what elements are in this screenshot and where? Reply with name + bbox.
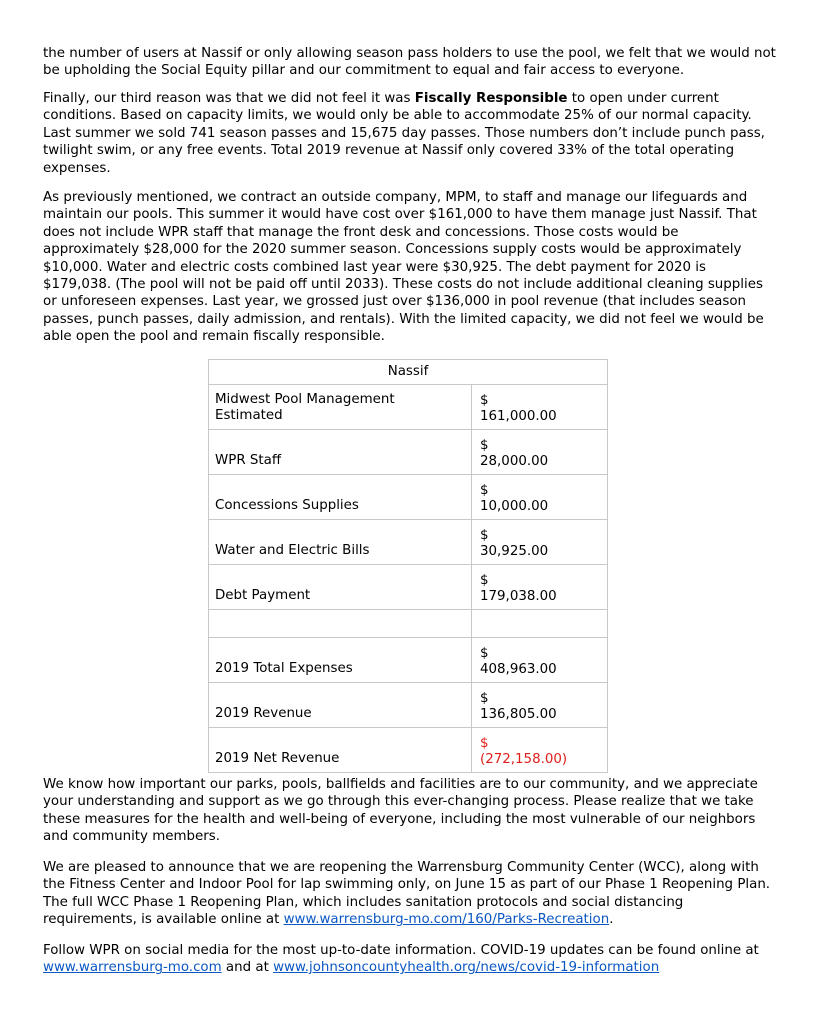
warrensburg-link[interactable]: www.warrensburg-mo.com [43, 960, 222, 976]
row-amount [472, 565, 608, 610]
paragraph-reopening [43, 859, 778, 929]
table-row [209, 430, 608, 475]
amount-value: 408,963.00 [480, 662, 557, 677]
table-row [209, 520, 608, 565]
table-row-net [209, 728, 608, 773]
currency-symbol: $ [480, 573, 489, 588]
p5-text-before: We are pleased to announce that we are reopening the Warrensburg Community Center (WCC), along with the Fitness Center and Indoor Pool for lap swimming only, on June 15 as part of our Phase 1 Reopening Plan. The full WCC Phase 1 Reopening Plan, which includes sanitation protocols and social distancing requirements, is available online at [43, 860, 771, 928]
row-amount-negative [472, 728, 608, 773]
fiscally-responsible-bold: Fiscally Responsible [414, 91, 568, 106]
paragraph-costs: As previously mentioned, we contract an outside company, MPM, to staff and manage our lifeguards and maintain our pools. This summer it would have cost over $161,000 to have them manage just Nassif. That does not include WPR staff that manage the front desk and concessions. Those costs would be approximately $28,000 for the 2020 summer season. Concessions supply costs would be approximately $10,000. Water and electric costs combined last year were $30,925. The debt payment for 2020 is $179,038. (The pool will not be paid off until 2033). These costs do not include additional cleaning supplies or unforeseen expenses. Last year, we grossed just over $136,000 in pool revenue (that includes season passes, punch passes, daily admission, and rentals). With the limited capacity, we did not feel we would be able open the pool and remain fiscally responsible. [43, 190, 764, 345]
p6-text-mid: and at [221, 960, 274, 976]
row-label: Water and Electric Bills [209, 520, 472, 565]
parks-recreation-link[interactable]: www.warrensburg-mo.com/160/Parks-Recreation [283, 912, 610, 928]
row-amount [472, 683, 608, 728]
row-label: Concessions Supplies [209, 475, 472, 520]
blank-cell [209, 610, 472, 638]
paragraph-follow-social [43, 942, 778, 977]
table-row-total [209, 683, 608, 728]
amount-value: 136,805.00 [480, 707, 557, 722]
currency-symbol: $ [480, 528, 489, 543]
table-row-total [209, 638, 608, 683]
table-row [209, 475, 608, 520]
paragraph-social-equity: the number of users at Nassif or only allowing season pass holders to use the pool, we felt that we would not be upholding the Social Equity pillar and our commitment to equal and fair access to everyone. [43, 46, 776, 79]
currency-symbol: $ [480, 393, 489, 408]
nassif-cost-table [208, 359, 608, 773]
currency-symbol: $ [480, 691, 489, 706]
row-label: 2019 Revenue [209, 683, 472, 728]
amount-value: 10,000.00 [480, 499, 549, 514]
row-label: 2019 Net Revenue [209, 728, 472, 773]
paragraph-fiscal-responsibility [43, 90, 778, 177]
amount-value: (272,158.00) [480, 752, 568, 767]
row-amount [472, 385, 608, 430]
row-label: Midwest Pool Management Estimated [209, 385, 472, 430]
amount-value: 179,038.00 [480, 589, 557, 604]
amount-value: 28,000.00 [480, 454, 549, 469]
currency-symbol: $ [480, 438, 489, 453]
paragraph-appreciation: We know how important our parks, pools, ballfields and facilities are to our community, and we appreciate your understanding and support as we go through this ever-changing process. Please realize that we take these measures for the health and well-being of everyone, including the most vulnerable of our neighbors and community members. [43, 777, 758, 845]
johnson-county-health-link[interactable]: www.johnsoncountyhealth.org/news/covid-19-information [273, 960, 660, 976]
amount-value: 161,000.00 [480, 409, 557, 424]
p2-text-after: to open under current conditions. Based on capacity limits, we would only be able to accommodate 25% of our normal capacity. Last summer we sold 741 season passes and 15,675 day passes. Those numbers don’t include punch pass, twilight swim, or any free events. Total 2019 revenue at Nassif only covered 33% of the total operating expenses. [43, 91, 765, 176]
currency-symbol: $ [480, 736, 489, 751]
table-row [209, 565, 608, 610]
table-header: Nassif [209, 360, 608, 385]
row-amount [472, 520, 608, 565]
amount-value: 30,925.00 [480, 544, 549, 559]
row-amount [472, 430, 608, 475]
currency-symbol: $ [480, 483, 489, 498]
blank-cell [472, 610, 608, 638]
p2-text-before: Finally, our third reason was that we did not feel it was [43, 91, 415, 106]
currency-symbol: $ [480, 646, 489, 661]
row-amount [472, 475, 608, 520]
row-label: 2019 Total Expenses [209, 638, 472, 683]
table-row [209, 385, 608, 430]
p5-text-after: . [609, 912, 614, 928]
p6-text-before: Follow WPR on social media for the most up-to-date information. COVID-19 updates can be found online at [43, 943, 759, 958]
row-label: WPR Staff [209, 430, 472, 475]
row-label: Debt Payment [209, 565, 472, 610]
table-row-blank [209, 610, 608, 638]
row-amount [472, 638, 608, 683]
